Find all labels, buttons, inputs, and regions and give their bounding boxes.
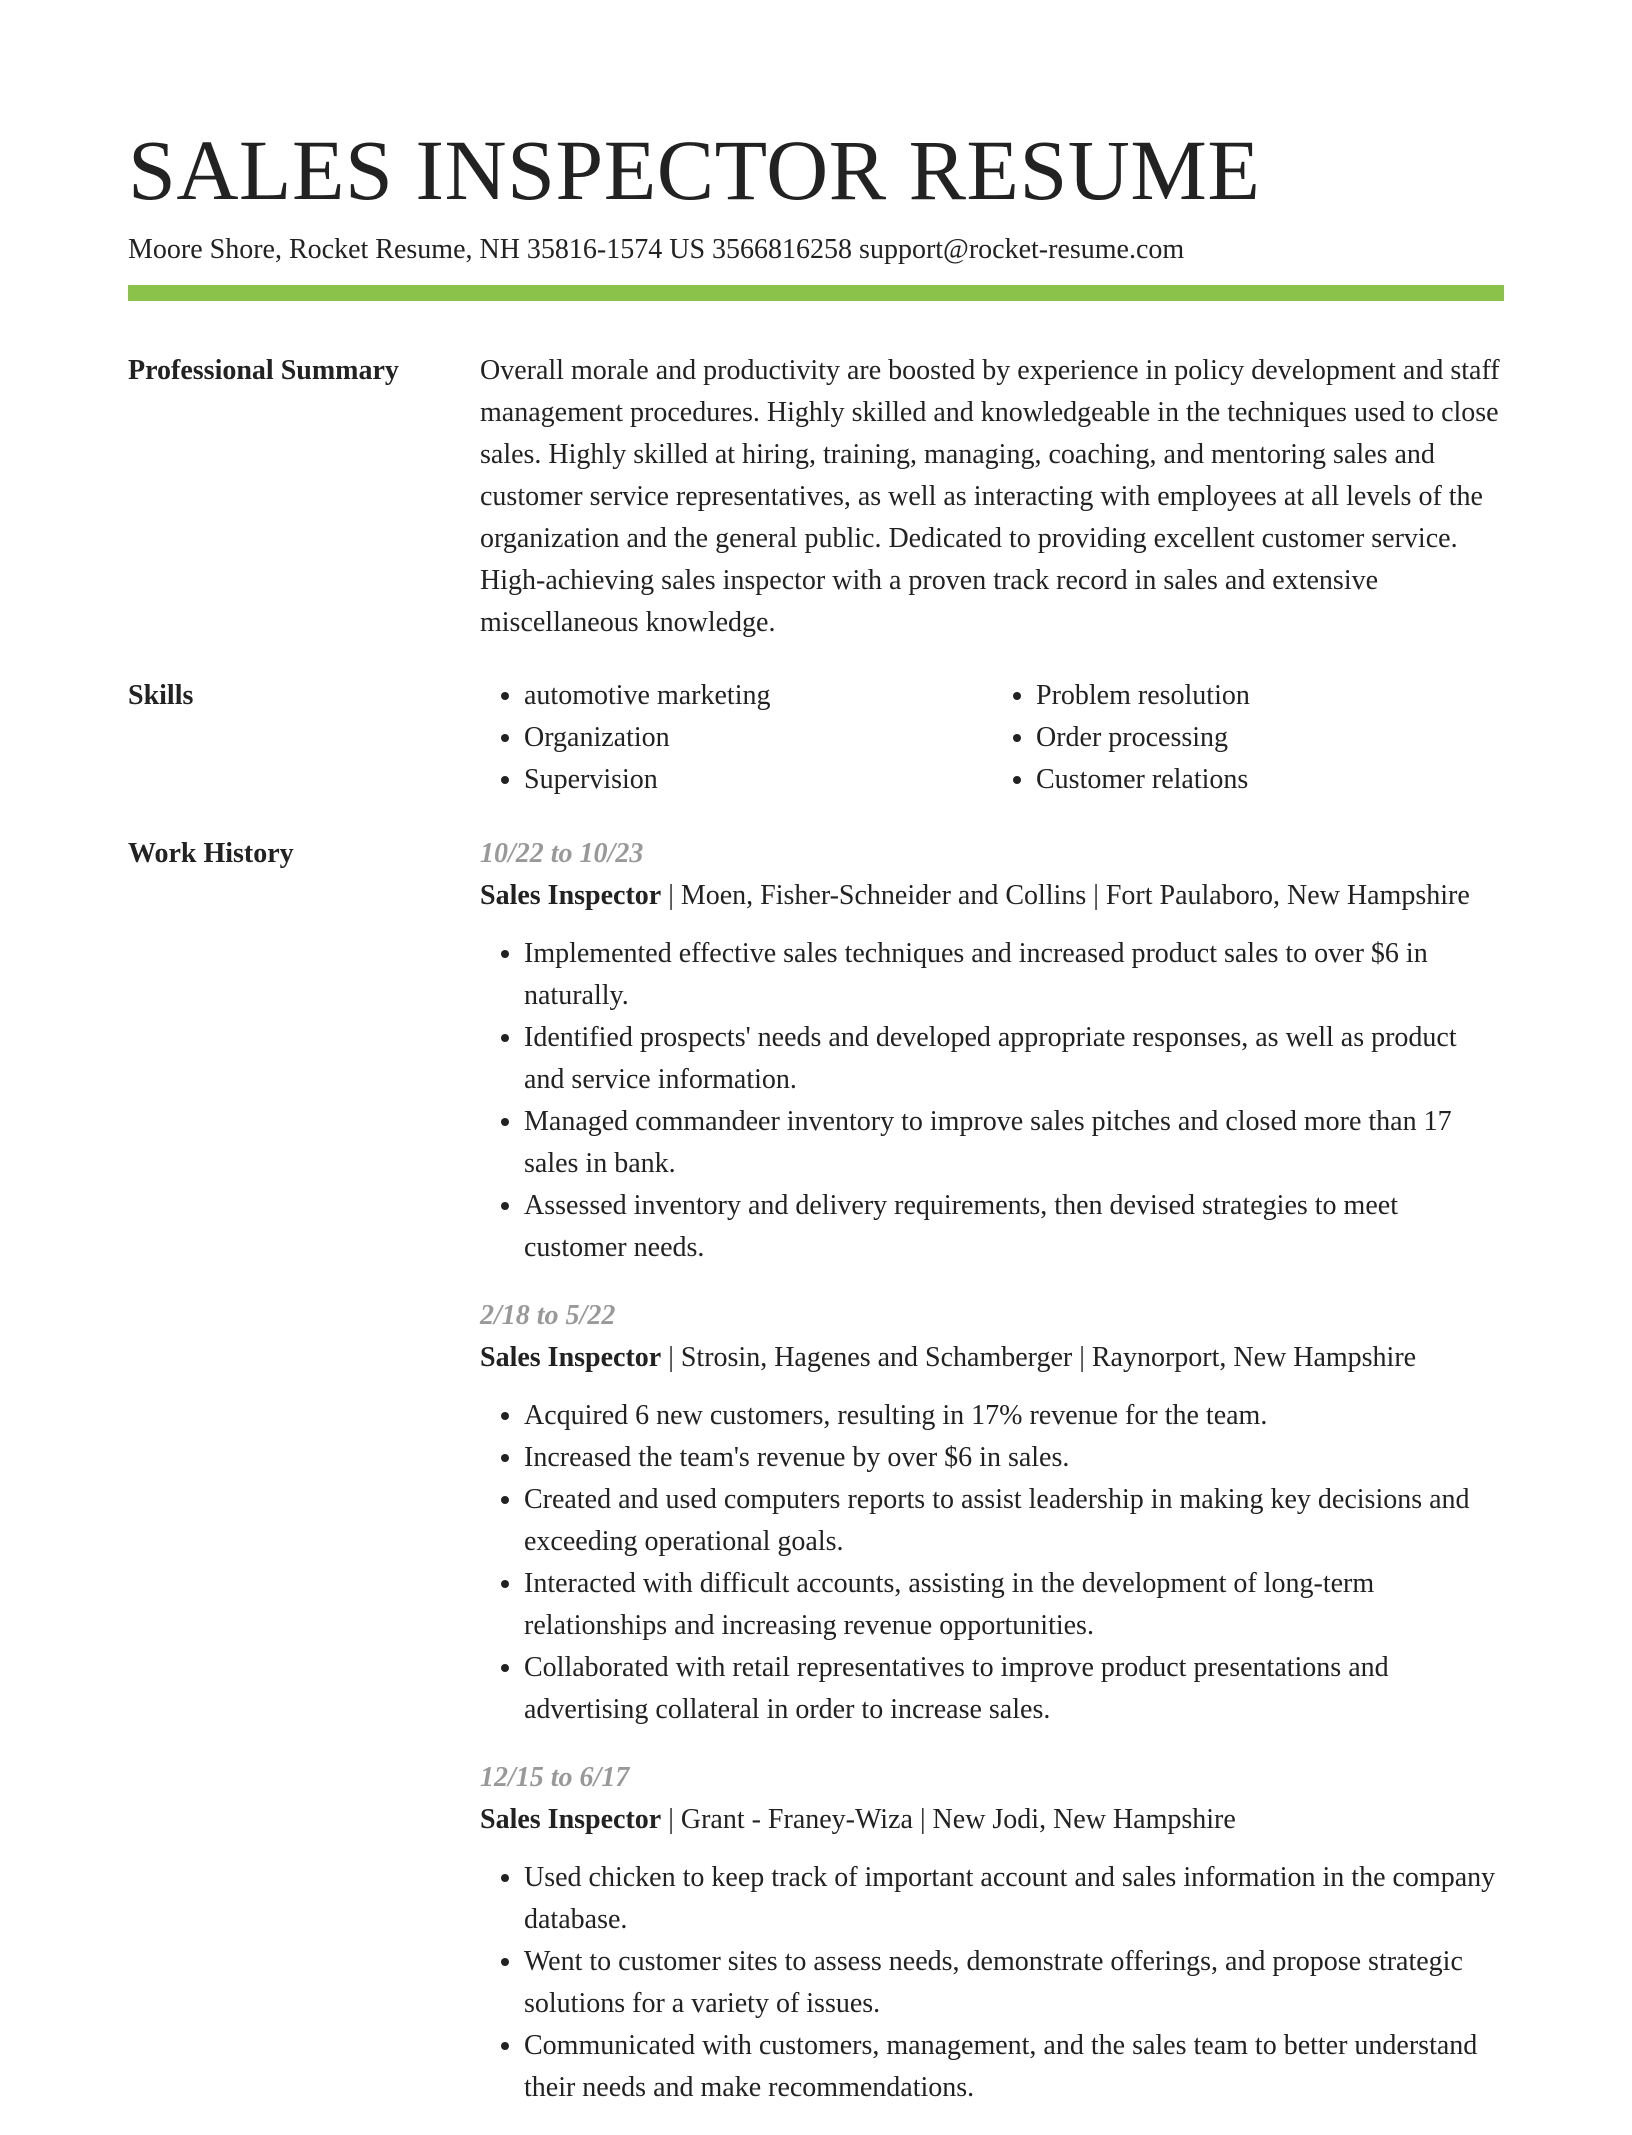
skill-item: • automotive marketing (524, 675, 992, 717)
skills-column-left (480, 675, 992, 801)
job-title: Sales Inspector (480, 1804, 662, 1835)
job-title: Sales Inspector (480, 1342, 662, 1373)
job-bullet: • Identified prospects' needs and developed appropriate responses, as well as product and service information. (524, 1017, 1504, 1101)
job-dates: 2/18 to 5/22 (480, 1300, 616, 1331)
job-bullets (480, 1857, 1504, 2109)
skill-item: • Customer relations (1036, 759, 1504, 801)
summary-text: Overall morale and productivity are boosted by experience in policy development and staff management procedures. Highly skilled and knowledgeable in the techniques used to close sales. Highly skilled at hiring, training, managing, coaching, and mentoring sales and customer service representatives, as well as interacting with employees at all levels of the organization and the general public. Dedicated to providing excellent customer service. High-achieving sales inspector with a proven track record in sales and extensive miscellaneous knowledge. (480, 355, 1500, 638)
summary-label: Professional Summary (128, 355, 399, 386)
job-bullet: • Used chicken to keep track of important account and sales information in the company database. (524, 1857, 1504, 1941)
skill-item: • Supervision (524, 759, 992, 801)
job-bullet: • Communicated with customers, management, and the sales team to better understand their needs and make recommendations. (524, 2025, 1504, 2109)
job-dates: 10/22 to 10/23 (480, 838, 644, 869)
job-entry (480, 833, 1504, 1269)
job-heading (480, 1799, 1504, 1841)
summary-body (480, 350, 1504, 644)
job-heading (480, 875, 1504, 917)
job-details: Moen, Fisher-Schneider and Collins | Fort Paulaboro, New Hampshire (680, 880, 1470, 911)
work-history-label: Work History (128, 838, 294, 869)
job-bullet: • Interacted with difficult accounts, assisting in the development of long-term relationships and increasing revenue opportunities. (524, 1563, 1504, 1647)
job-bullet: • Increased the team's revenue by over $6 in sales. (524, 1437, 1504, 1479)
job-dates: 12/15 to 6/17 (480, 1762, 630, 1793)
job-bullet: • Went to customer sites to assess needs, demonstrate offerings, and propose strategic solutions for a variety of issues. (524, 1941, 1504, 2025)
job-entry (480, 1295, 1504, 1731)
skills-column-right (992, 675, 1504, 801)
job-bullets (480, 1395, 1504, 1731)
job-bullets (480, 933, 1504, 1269)
job-details: Strosin, Hagenes and Schamberger | Raynorport, New Hampshire (680, 1342, 1417, 1373)
job-bullet: • Assessed inventory and delivery requirements, then devised strategies to meet customer needs. (524, 1185, 1504, 1269)
job-bullet: • Collaborated with retail representatives to improve product presentations and advertising collateral in order to increase sales. (524, 1647, 1504, 1731)
job-heading (480, 1337, 1504, 1379)
job-bullet: • Implemented effective sales techniques and increased product sales to over $6 in naturally. (524, 933, 1504, 1017)
work-history-body (480, 833, 1504, 2135)
header-divider (128, 285, 1504, 301)
job-details: Grant - Franey-Wiza | New Jodi, New Hampshire (680, 1804, 1236, 1835)
job-bullet: • Created and used computers reports to assist leadership in making key decisions and exceeding operational goals. (524, 1479, 1504, 1563)
skill-item: • Organization (524, 717, 992, 759)
job-separator: | (661, 880, 681, 911)
skills-label: Skills (128, 680, 194, 711)
skill-item: • Order processing (1036, 717, 1504, 759)
job-separator: | (661, 1804, 681, 1835)
skill-item: • Problem resolution (1036, 675, 1504, 717)
job-bullet: • Managed commandeer inventory to improve sales pitches and closed more than 17 sales in bank. (524, 1101, 1504, 1185)
resume-title: SALES INSPECTOR RESUME (128, 122, 1261, 218)
job-separator: | (661, 1342, 681, 1373)
skills-list (480, 675, 1504, 801)
job-entry (480, 1757, 1504, 2109)
job-title: Sales Inspector (480, 880, 662, 911)
contact-line: Moore Shore, Rocket Resume, NH 35816-1574 US 3566816258 support@rocket-resume.com (128, 234, 1185, 265)
job-bullet: • Acquired 6 new customers, resulting in 17% revenue for the team. (524, 1395, 1504, 1437)
